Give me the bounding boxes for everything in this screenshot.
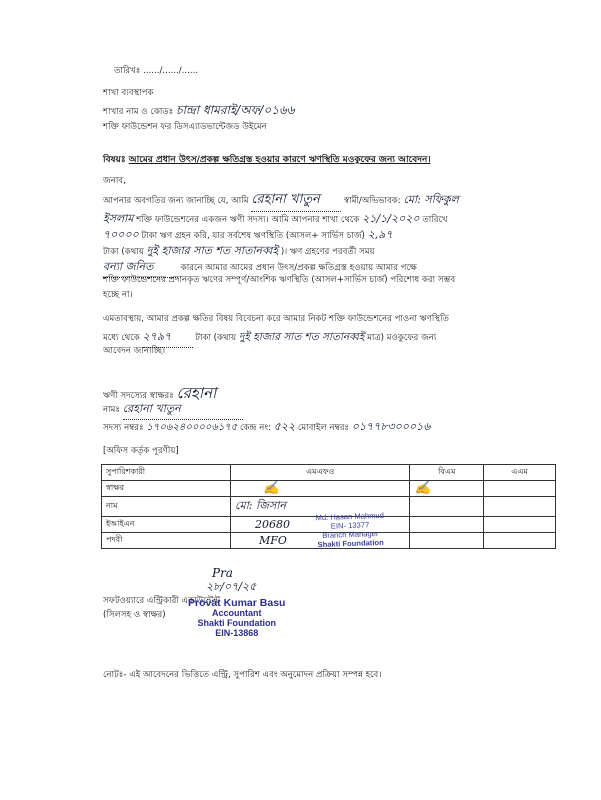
center-value: ৫২২	[273, 420, 296, 433]
p2-l2-c: মাত্র) মওকুফের জন্য	[367, 333, 437, 343]
p1-l4-a: টাকা (কথায়	[103, 247, 144, 257]
row-label: নাম	[102, 497, 231, 517]
date-label: তারিখঃ	[114, 66, 141, 76]
member-signature: রেহানা	[176, 384, 217, 402]
table-header-cell: এমএফও	[231, 465, 410, 481]
mfo-ein: 20680	[255, 518, 290, 531]
p2-l2-a: মধ্যে থেকে	[103, 333, 140, 343]
p1-l2-c: তারিখে	[422, 215, 448, 225]
subject-text: আমের প্রধান উৎস/প্রকল্প ক্ষতিগ্রস্ত হওয়ার কারণে ঋণস্থিতি মওকুফের জন্য আবেদন।	[128, 155, 431, 165]
balance-words-hand: দুই হাজার সাত শত সাতানব্বই	[146, 244, 279, 257]
body-p2-line-1: এমতাবস্থায়, আমার প্রকল্প ক্ষতির বিষয় বিবেচনা করে আমার নিকট শক্তি ফাউন্ডেশনের পাওনা ঋণস্থিতি	[103, 314, 449, 324]
note: নোটঃ- এই আবেদনের ভিত্তিতে এন্ট্রি, সুপারিশ এবং অনুমোদন প্রক্রিয়া সম্পন্ন হবে।	[103, 670, 382, 680]
member-name-label: নামঃ	[103, 405, 120, 415]
p1-l1-b: স্বামী/অভিভাবক:	[343, 196, 401, 206]
p2-l2-b: টাকা (কথায়	[195, 333, 237, 343]
table-header-cell: বিএম	[410, 465, 484, 481]
branch-name-line	[103, 102, 295, 122]
p1-l4-b: )। ঋণ গ্রহণের পরবর্তী সময়	[280, 247, 375, 257]
date-blank: ....../....../......	[143, 66, 199, 76]
subject-label: বিষয়ঃ	[103, 155, 126, 165]
mfo-name: মো: জিসান	[235, 499, 286, 512]
p1-l3: টাকা ঋণ গ্রহন করি, যার সর্বশেষ ঋণস্থিতি (আসল+ সার্ভিস চার্জ)	[141, 231, 365, 241]
accountant-stamp-line: Shakti Foundation	[197, 618, 276, 628]
accountant-stamp-line: Provat Kumar Basu	[188, 597, 286, 609]
salutation: জনাব,	[103, 176, 126, 186]
accountant-hand-sign: Pra	[212, 566, 233, 580]
bm-signature-cell	[410, 481, 484, 497]
bm-stamp-line: Shakti Foundation	[317, 537, 384, 550]
table-cell	[484, 481, 556, 497]
row-label: ইআইএন	[102, 517, 231, 533]
subject-line	[103, 152, 431, 167]
mfo-signature-cell	[231, 481, 410, 497]
body-p2-line-3: আবেদন জানাচ্ছি।	[103, 346, 166, 356]
member-name-value: রেহানা খাতুন	[123, 400, 243, 420]
branch-name-value: চান্দ্রা ধামরাই/অফ/০১৬৬	[176, 103, 295, 117]
member-no-label: সদস্য নম্বরঃ	[103, 423, 144, 433]
row-label: পদবী	[102, 533, 231, 549]
p1-l5: কারনে আমার আমের প্রধান উৎস/প্রকল্প ক্ষতিগ্রস্ত হওয়ায় আমার পক্ষে	[180, 263, 417, 273]
mobile-label: মোবাইল নম্বরঃ	[297, 423, 350, 433]
table-cell	[410, 497, 484, 517]
table-cell	[484, 533, 556, 549]
waive-words-hand: দুই হাজার সাত শত সাতানব্বই	[238, 331, 365, 343]
table-cell	[410, 517, 484, 533]
bm-stamp-line: Md. Hasan Mahmud	[315, 510, 385, 523]
table-cell	[484, 497, 556, 517]
accountant-label-2: (সিলসহ ও স্বাক্ষর)	[103, 610, 166, 620]
loan-date-hand: ২১/১/২০২০	[362, 212, 420, 225]
row-label: স্বাক্ষর	[102, 481, 231, 497]
member-name-line	[103, 400, 243, 420]
foundation-name: শক্তি ফাউন্ডেশন ফর ডিসএ্যাডভান্টেজড উইমেন	[103, 122, 267, 132]
guardian-name-cont: ইসলাম	[103, 212, 134, 225]
loan-amount-hand: ৭০০০০	[103, 228, 139, 241]
branch-name-label: শাখার নাম ও কোডঃ	[103, 107, 174, 117]
cause-hand: বন্যা জনিত	[103, 258, 178, 278]
member-no-value: ১৭০৬২৪০০০০৬১৭৫	[146, 422, 238, 433]
accountant-stamp	[188, 598, 285, 638]
table-header-row	[102, 465, 556, 481]
table-cell	[484, 517, 556, 533]
mfo-designation: MFO	[259, 534, 287, 547]
body-line-6: শক্তি ফাউন্ডেশনের প্রদানকৃত ঋণের সম্পূর্ণ/আংশিক ঋণস্থিতি (আসল+সার্ভিস চার্জ) পরিশোধ করা সম্ভব	[103, 275, 456, 285]
bm-stamp	[315, 511, 385, 549]
table-cell	[410, 533, 484, 549]
office-label: [অফিস কর্তৃক পূরণীয়]	[103, 446, 179, 456]
p1-l2: শক্তি ফাউন্ডেশনের একজন ঋণী সদস্য। আমি আপনার শাখা থেকে	[136, 215, 360, 225]
bm-stamp-line: EIN- 13377	[330, 520, 370, 531]
guardian-name-hand: মো: সফিকুল	[403, 193, 459, 206]
accountant-label-1: সফটওয়্যারে এন্ট্রিকারী একাউন্টেন্ট	[103, 596, 221, 606]
p1-l1-a: আপনার অবগতির জন্য জানাচ্ছি যে, আমি	[103, 196, 249, 206]
member-name-hand: রেহানা খাতুন	[251, 190, 341, 212]
accountant-hand-date: ২৮/০৭/২৫	[206, 580, 257, 593]
table-header-cell: এএম	[484, 465, 556, 481]
accountant-stamp-line: Accountant	[211, 608, 262, 618]
member-no-line	[103, 418, 430, 437]
balance-hand: ২,৯৭	[367, 228, 393, 241]
waive-amount-hand: ২৭৯৭	[143, 328, 193, 348]
mobile-value: ০১৭৭৮৩০০০১৬	[351, 420, 431, 433]
branch-manager: শাখা ব্যবস্থাপক	[103, 88, 154, 98]
table-row	[102, 481, 556, 497]
body-line-1	[103, 190, 459, 212]
accountant-stamp-line: EIN-13868	[215, 628, 259, 638]
body-line-7: হচ্ছে না।	[103, 290, 133, 300]
bm-signature: ✍	[414, 481, 431, 496]
bm-stamp-line: Branch Manager	[322, 529, 379, 540]
mfo-signature: ✍	[263, 481, 280, 496]
date-line	[114, 64, 198, 78]
table-header-cell: সুপারিশকারী	[102, 465, 231, 481]
member-sign-label: ঋণী সদস্যের স্বাক্ষরঃ	[103, 391, 174, 401]
center-label: কেন্দ্র নং:	[240, 423, 271, 433]
